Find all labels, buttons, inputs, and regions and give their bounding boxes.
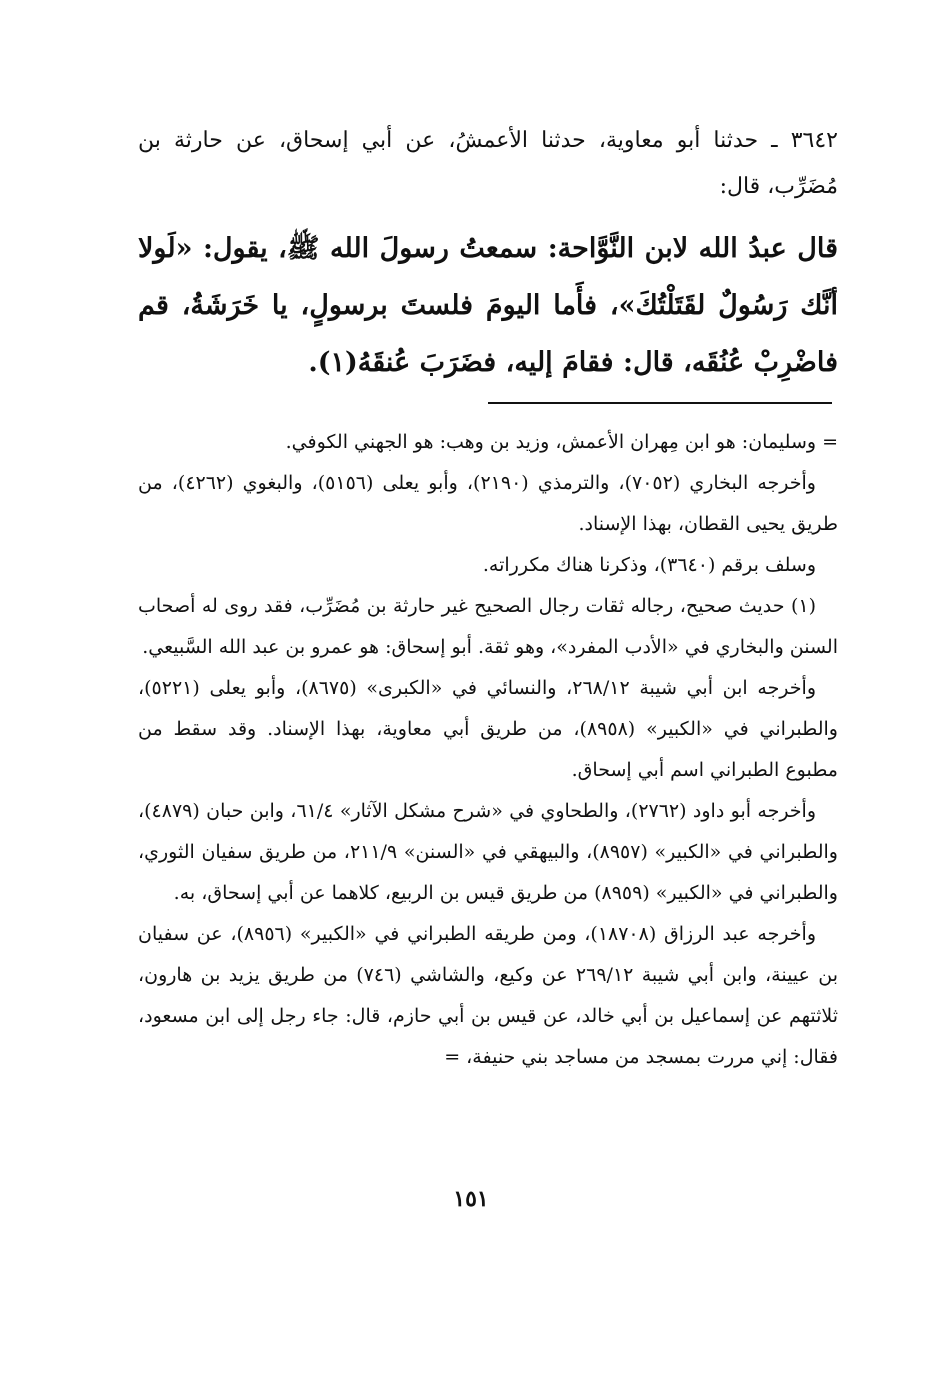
footnote-divider (488, 402, 832, 404)
footnotes (138, 422, 838, 1078)
footnote-paragraph: وأخرجه عبد الرزاق (١٨٧٠٨)، ومن طريقه الطبراني في «الكبير» (٨٩٥٦)، عن سفيان بن عيينة، وابن أبي شيبة ٢٦٩/١٢ عن وكيع، والشاشي (٧٤٦) من طريق يزيد بن هارون، ثلاثتهم عن إسماعيل بن أبي خالد، عن قيس بن أبي حازم، قال: جاء رجل إلى ابن مسعود، فقال: إني مررت بمسجد من مساجد بني حنيفة، = (138, 923, 838, 1068)
footnote-paragraph: وأخرجه ابن أبي شيبة ٢٦٨/١٢، والنسائي في «الكبرى» (٨٦٧٥)، وأبو يعلى (٥٢٢١)، والطبراني في «الكبير» (٨٩٥٨)، من طريق أبي معاوية، بهذا الإسناد. وقد سقط من مطبوع الطبراني اسم أبي إسحاق. (138, 677, 838, 781)
hadith-chain: ٣٦٤٢ ـ حدثنا أبو معاوية، حدثنا الأعمشُ، عن أبي إسحاق، عن حارثة بن مُضَرِّب، قال: (138, 128, 838, 199)
hadith-text: قال عبدُ الله لابن النَّوَّاحة: سمعتُ رسولَ الله ﷺ، يقول: «لَولا أنَّك رَسُولٌ لقَتَلْتُكَ»، فأَما اليومَ فلستَ برسولٍ، يا خَرَشَةُ، قم فاضْرِبْ عُنُقَه، قال: فقامَ إليه، فضَرَبَ عُنقَهُ(١). (138, 233, 838, 378)
page-number: ١٥١ (453, 1186, 489, 1212)
footnote-paragraph: وسلف برقم (٣٦٤٠)، وذكرنا هناك مكرراته. (482, 554, 816, 576)
footnote-continuation: = وسليمان: هو ابن مِهران الأعمش، وزيد بن وهب: هو الجهني الكوفي. (285, 431, 838, 453)
footnote-paragraph: وأخرجه أبو داود (٢٧٦٢)، والطحاوي في «شرح مشكل الآثار» ٦١/٤، وابن حبان (٤٨٧٩)، والطبراني في «الكبير» (٨٩٥٧)، والبيهقي في «السنن» ٢١١/٩، من طريق سفيان الثوري، والطبراني في «الكبير» (٨٩٥٩) من طريق قيس بن الربيع، كلاهما عن أبي إسحاق، به. (138, 800, 838, 904)
footnote-paragraph: وأخرجه البخاري (٧٠٥٢)، والترمذي (٢١٩٠)، وأبو يعلى (٥١٥٦)، والبغوي (٤٢٦٢)، من طريق يحيى القطان، بهذا الإسناد. (138, 472, 838, 535)
footnote-1: (١) حديث صحيح، رجاله ثقات رجال الصحيح غير حارثة بن مُضَرِّب، فقد روى له أصحاب السنن والبخاري في «الأدب المفرد»، وهو ثقة. أبو إسحاق: هو عمرو بن عبد الله السَّبيعي. (138, 595, 838, 658)
